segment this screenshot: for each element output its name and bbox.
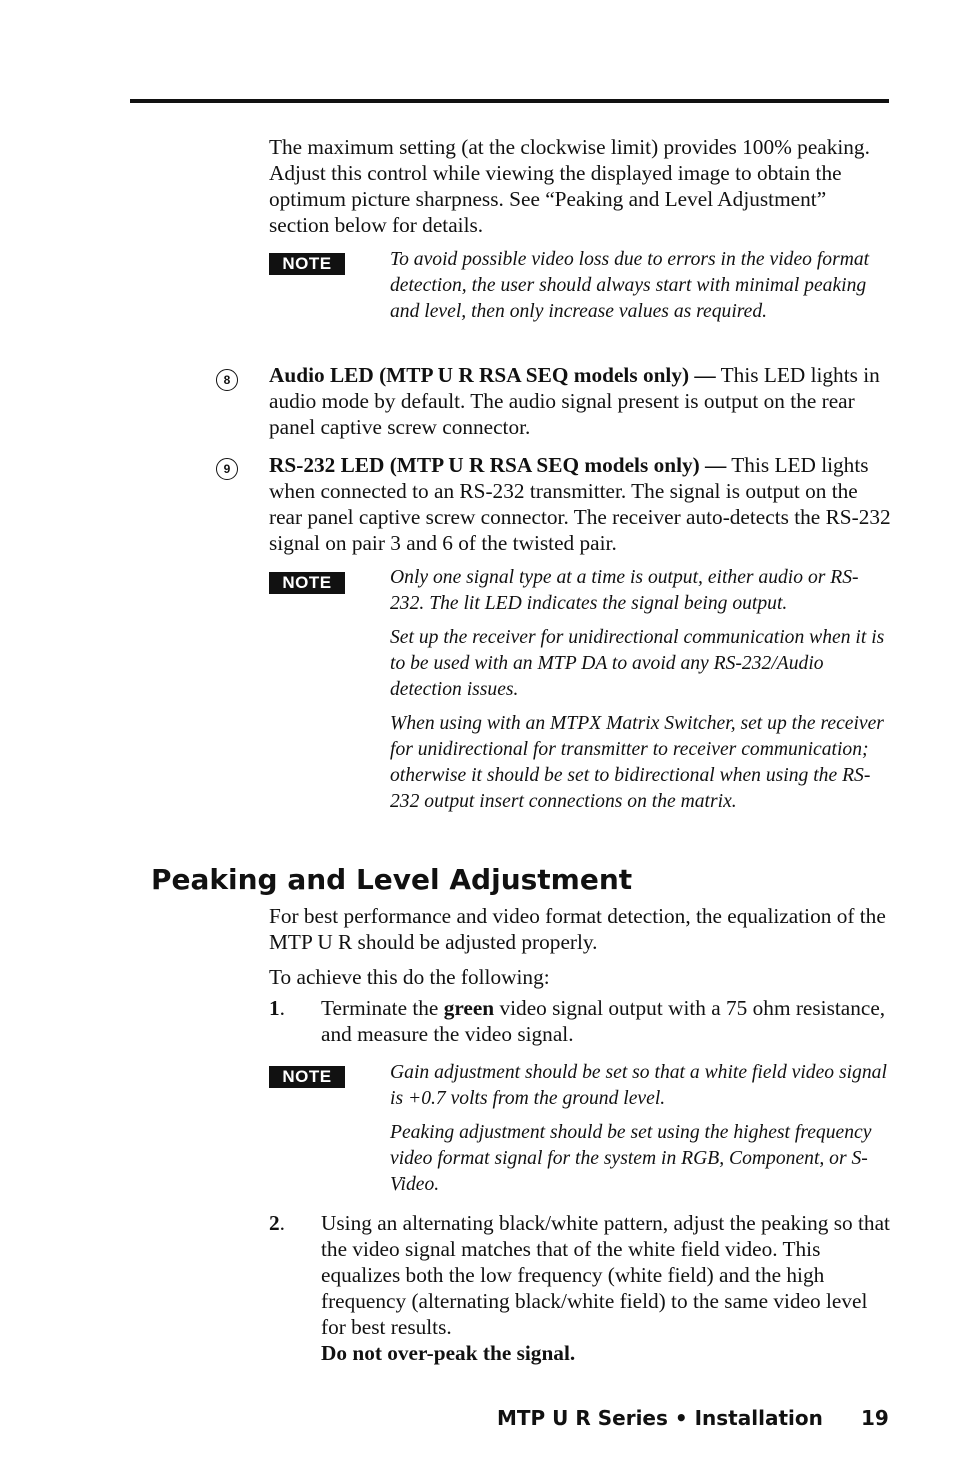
audio-led-paragraph (269, 362, 891, 440)
section-paragraph: To achieve this do the following: (269, 965, 550, 989)
footer-title: MTP U R Series • Installation (497, 1406, 823, 1430)
rs232-led-paragraph (269, 452, 891, 556)
note-badge: NOTE (269, 572, 345, 594)
audio-led-title: Audio LED (MTP U R RSA SEQ models only) — (269, 363, 716, 387)
note-text: To avoid possible video loss due to errors in the video format detection, the user should always start with minimal peaking and level, then only increase values as required. (390, 249, 870, 322)
note-text: Peaking adjustment should be set using the highest frequency video format signal for the system in RGB, Component, or S-Video. (390, 1122, 872, 1195)
rs232-led-text: This LED lights when connected to an RS-232 transmitter. The signal is output on the rear panel captive screw connector. The receiver auto-detects the RS-232 signal on pair 3 and 6 of the twisted pair. (269, 453, 891, 555)
intro-paragraph: The maximum setting (at the clockwise limit) provides 100% peaking. Adjust this control while viewing the displayed image to obtain the optimum picture sharpness. See “Peaking and Level Adjustment” section below for details. (269, 135, 870, 237)
note-text: Only one signal type at a time is output, either audio or RS-232. The lit LED indicates the signal being output. (390, 567, 859, 614)
section-paragraph: For best performance and video format detection, the equalization of the MTP U R should be adjusted properly. (269, 904, 886, 954)
header-rule (130, 99, 889, 103)
warning-text: Do not over-peak the signal. (321, 1341, 576, 1365)
step-text: Using an alternating black/white pattern, adjust the peaking so that the video signal matches that of the white field video. This equalizes both the low frequency (white field) and the high frequency (alternating black/white field) to the same video level for best results. Do not over-peak the signal. (321, 1211, 890, 1365)
step-text: Terminate the green video signal output with a 75 ohm resistance, and measure the video signal. (321, 996, 886, 1046)
note-text: Gain adjustment should be set so that a white field video signal is +0.7 volts from the ground level. (390, 1062, 887, 1109)
callout-9-icon: 9 (216, 458, 238, 480)
note-badge: NOTE (269, 1066, 345, 1088)
page-number: 19 (861, 1406, 889, 1430)
audio-led-text: This LED lights in audio mode by default. The audio signal present is output on the rear panel captive screw connector. (269, 363, 880, 439)
green-label: green (443, 996, 495, 1020)
section-heading: Peaking and Level Adjustment (151, 863, 633, 896)
note-badge: NOTE (269, 253, 345, 275)
callout-8-icon: 8 (216, 369, 238, 391)
step-number: 2. (269, 1211, 285, 1235)
note-text: Set up the receiver for unidirectional communication when it is to be used with an MTP DA to avoid any RS-232/Audio detection issues. (390, 627, 885, 700)
step-number: 1. (269, 996, 285, 1020)
rs232-led-title: RS-232 LED (MTP U R RSA SEQ models only) — (269, 453, 727, 477)
note-text: When using with an MTPX Matrix Switcher, set up the receiver for unidirectional for transmitter to receiver communication; otherwise it should be set to bidirectional when using the RS-232 output insert connections on the matrix. (390, 713, 884, 812)
